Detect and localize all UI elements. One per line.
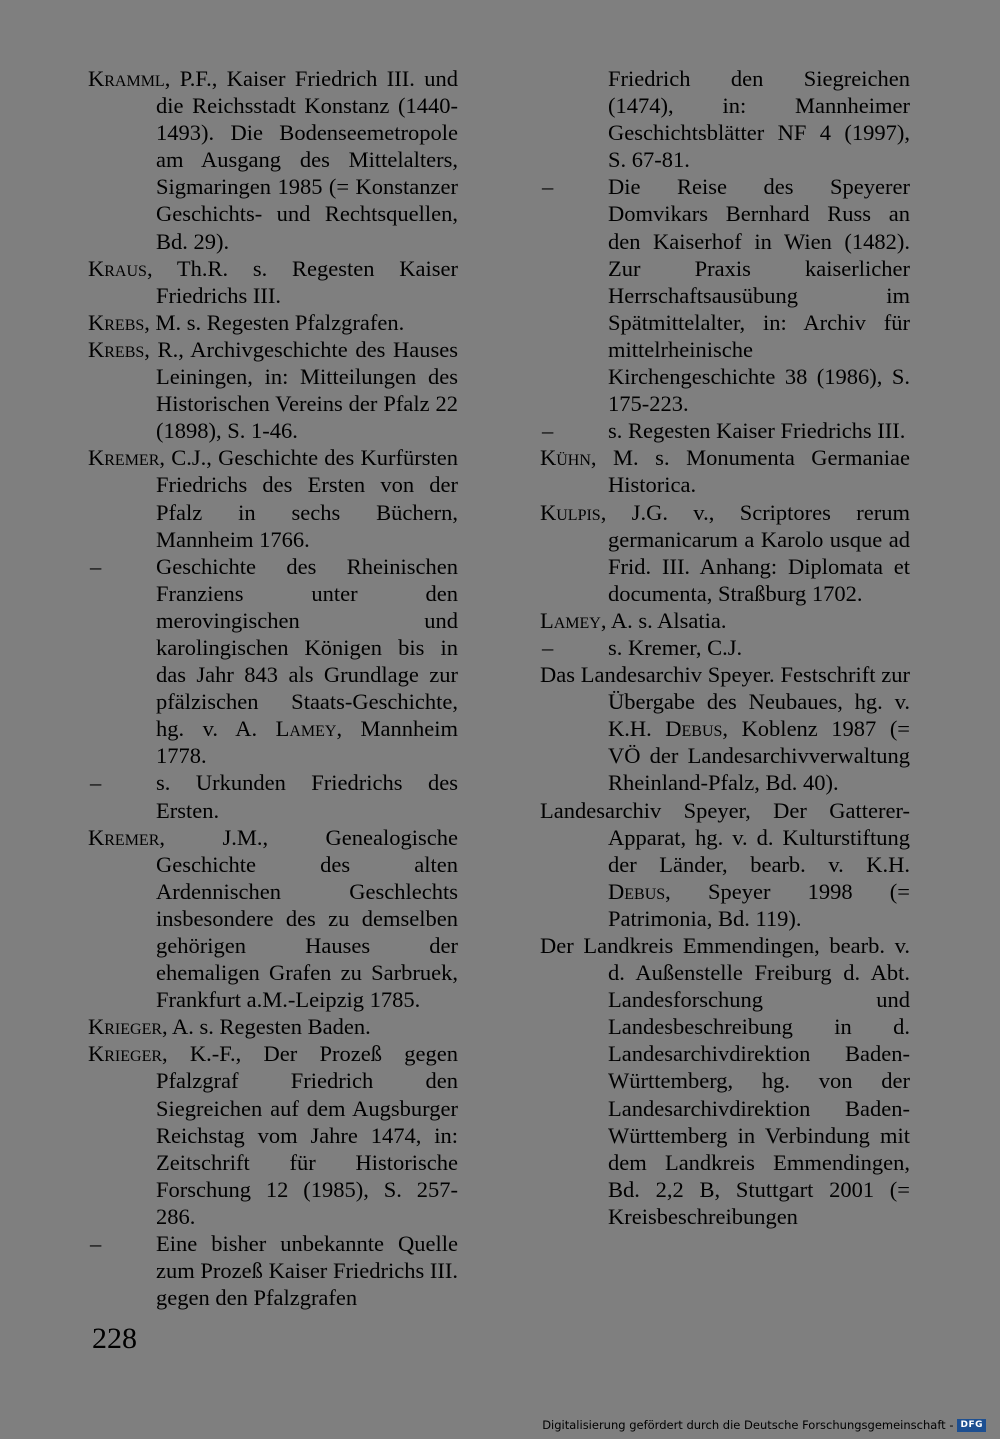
dash-marker: –: [90, 553, 102, 579]
entry-text: Die Reise des Speyerer Domvikars Bernhard Russ an den Kaiserhof in Wien (1482). Zur Praxis kaiserlicher Herrschaftsausübung im Spätmittelalter, in: Archiv für mittelrheinische Kirchengeschichte 38 (1986), S. 175-223.: [608, 174, 910, 417]
author-name: Kulpis: [540, 499, 601, 525]
editor-name: Debus: [608, 878, 666, 904]
entry-text: , M. s. Regesten Pfalzgrafen.: [144, 309, 405, 335]
bibliography-sub-entry: [88, 769, 458, 823]
entry-text: , A. s. Alsatia.: [600, 607, 727, 633]
entry-text: s. Urkunden Friedrichs des Ersten.: [156, 770, 458, 823]
footer-text: Digitalisierung gefördert durch die Deutsche Forschungsgemeinschaft -: [542, 1418, 954, 1432]
bibliography-entry: [88, 65, 458, 255]
bibliography-entry: [540, 65, 910, 173]
author-name: Krieger: [88, 1041, 163, 1067]
bibliography-sub-entry: [88, 553, 458, 770]
entry-text: Landesarchiv Speyer, Der Gatterer-Apparat, hg. v. d. Kulturstiftung der Länder, bearb. v. K.H.: [540, 797, 910, 877]
digitization-footer: [542, 1417, 986, 1433]
entry-text: , R., Archivgeschichte des Hauses Leiningen, in: Mitteilungen des Historischen Vereins der Pfalz 22 (1898), S. 1-46.: [144, 336, 458, 444]
entry-text-continued: , Mannheim 1778.: [156, 716, 459, 769]
author-name: Krieger: [88, 1014, 163, 1040]
bibliography-entry: [540, 499, 910, 607]
entry-text: Eine bisher unbekannte Quelle zum Prozeß Kaiser Friedrichs III. gegen den Pfalzgrafen: [156, 1231, 458, 1311]
entry-text-continued: , Speyer 1998 (= Patrimonia, Bd. 119).: [608, 878, 910, 931]
author-name: Kramml: [88, 66, 165, 91]
bibliography-sub-entry: [540, 173, 910, 417]
dash-marker: –: [90, 1231, 102, 1257]
author-name: Kraus: [88, 255, 147, 281]
bibliography-entry: [88, 255, 458, 309]
author-name: Kühn: [540, 445, 591, 471]
bibliography-entry: [88, 336, 458, 444]
entry-text: , K.-F., Der Prozeß gegen Pfalzgraf Friedrich den Siegreichen auf dem Augsburger Reichstag vom Jahre 1474, in: Zeitschrift für Historische Forschung 12 (1985), S. 257-286.: [156, 1041, 458, 1229]
bibliography-entry: [540, 607, 910, 634]
author-name: Kremer: [88, 824, 160, 850]
entry-text: Friedrich den Siegreichen (1474), in: Mannheimer Geschichtsblätter NF 4 (1997), S. 67-81.: [608, 66, 910, 173]
author-name: Kremer: [88, 445, 160, 471]
bibliography-entry: [540, 932, 910, 1230]
dfg-logo-icon: DFG: [957, 1419, 986, 1432]
bibliography-entry: [88, 309, 458, 336]
editor-name: Debus: [665, 716, 723, 742]
entry-text: , M. s. Monumenta Germaniae Historica.: [590, 445, 910, 498]
bibliography-entry: [540, 444, 910, 498]
bibliography-entry: [88, 444, 458, 552]
entry-text: , J.G. v., Scriptores rerum germanicarum a Karolo usque ad Frid. III. Anhang: Diplomata et documenta, Straßburg 1702.: [600, 499, 910, 606]
bibliography-entry: [88, 1040, 458, 1230]
editor-name: Lamey: [275, 716, 337, 742]
entry-text: s. Kremer, C.J.: [608, 634, 743, 660]
dash-marker: –: [542, 418, 554, 444]
entry-text-continued: , Koblenz 1987 (= VÖ der Landesarchivverwaltung Rheinland-Pfalz, Bd. 40).: [608, 716, 910, 796]
entry-text: , A. s. Regesten Baden.: [162, 1014, 371, 1040]
bibliography-sub-entry: [540, 417, 910, 444]
bibliography-entry: [88, 1013, 458, 1040]
bibliography-entry: [540, 661, 910, 796]
entry-text: Das Landesarchiv Speyer. Festschrift zur Übergabe des Neubaues, hg. v. K.H.: [540, 662, 910, 742]
entry-text: , Th.R. s. Regesten Kaiser Friedrichs III.: [146, 255, 458, 308]
entry-text: Der Landkreis Emmendingen, bearb. v. d. Außenstelle Freiburg d. Abt. Landesforschung und Landesbeschreibung in d. Landesarchivdirektion Baden-Württemberg, hg. von der Landesarchivdirektion Baden-Württemberg in Verbindung mit dem Landkreis Emmendingen, Bd. 2,2 B, Stuttgart 2001 (= Kreisbeschreibungen: [540, 933, 910, 1229]
author-name: Krebs: [88, 309, 145, 335]
bibliography-sub-entry: [540, 634, 910, 661]
dash-marker: –: [542, 174, 554, 200]
entry-text: Geschichte des Rheinischen Franziens unter den merovingischen und karolingischen Königen bis in das Jahr 843 als Grundlage zur pfälzischen Staats-Geschichte, hg. v. A.: [156, 553, 458, 742]
dash-marker: –: [90, 770, 102, 796]
bibliography-left-column: [88, 65, 458, 1311]
author-name: Lamey: [540, 607, 601, 633]
bibliography-entry: [88, 824, 458, 1014]
bibliography-right-column: [540, 65, 910, 1230]
entry-text: , C.J., Geschichte des Kurfürsten Friedrichs des Ersten von der Pfalz in sechs Büchern, Mannheim 1766.: [156, 445, 458, 552]
entry-text: , P.F., Kaiser Friedrich III. und die Reichsstadt Konstanz (1440-1493). Die Bodenseemetropole am Ausgang des Mittelalters, Sigmaringen 1985 (= Konstanzer Geschichts- und Rechtsquellen, Bd. 29).: [156, 66, 458, 254]
entry-text: s. Regesten Kaiser Friedrichs III.: [608, 418, 906, 444]
author-name: Krebs: [88, 336, 145, 362]
dash-marker: –: [542, 634, 554, 660]
bibliography-sub-entry: [88, 1230, 458, 1311]
entry-text: , J.M., Genealogische Geschichte des alten Ardennischen Geschlechts insbesondere des zu demselben gehörigen Hauses der ehemaligen Grafen zu Sarbruek, Frankfurt a.M.-Leipzig 1785.: [156, 824, 458, 1013]
page-number: 228: [92, 1322, 137, 1355]
bibliography-entry: [540, 797, 910, 932]
